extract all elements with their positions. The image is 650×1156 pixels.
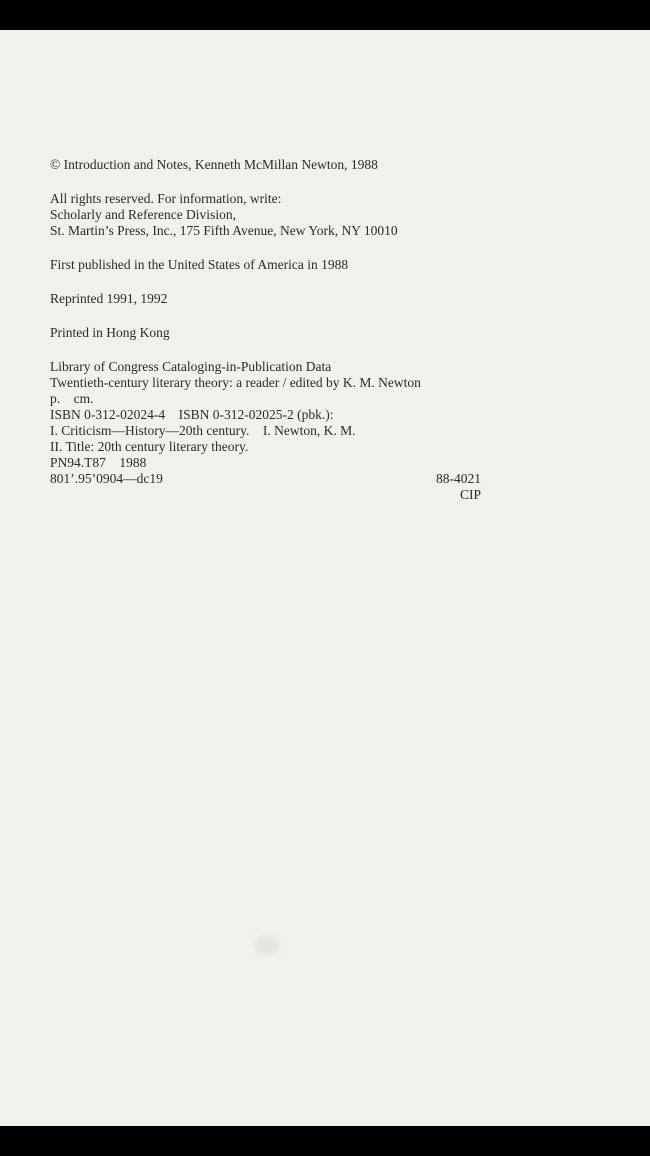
copyright-line: © Introduction and Notes, Kenneth McMillan Newton, 1988 (50, 157, 378, 172)
classification-number: 801’.95’0904—dc19 (50, 471, 163, 486)
cip-label-row (50, 487, 488, 503)
first-published-line: First published in the United States of America in 1988 (50, 257, 349, 272)
rights-line: All rights reserved. For information, write: (50, 191, 282, 206)
cip-line: Library of Congress Cataloging-in-Publication Data (50, 359, 332, 374)
printed-block (50, 325, 490, 341)
cip-line: PN94.T87 1988 (50, 455, 147, 470)
rights-block (50, 191, 490, 239)
printed-line: Printed in Hong Kong (50, 325, 170, 340)
rights-line: St. Martin’s Press, Inc., 175 Fifth Avenue, New York, NY 10010 (50, 223, 398, 238)
reprinted-line: Reprinted 1991, 1992 (50, 291, 168, 306)
lccn-number: 88-4021 (436, 471, 481, 486)
cip-line: II. Title: 20th century literary theory. (50, 439, 249, 454)
copyright-notice (50, 157, 490, 173)
cip-line: Twentieth-century literary theory: a reader / edited by K. M. Newton (50, 375, 421, 390)
reprinted-block (50, 291, 490, 307)
cip-classification-row (50, 471, 488, 487)
cip-line: I. Criticism—History—20th century. I. Newton, K. M. (50, 423, 356, 438)
rights-line: Scholarly and Reference Division, (50, 207, 236, 222)
copyright-page-text (50, 157, 490, 521)
cip-line: ISBN 0-312-02024-4 ISBN 0-312-02025-2 (pbk.): (50, 407, 334, 422)
cip-label: CIP (460, 487, 482, 502)
cip-block (50, 359, 490, 503)
cip-line: p. cm. (50, 391, 94, 406)
first-published-block (50, 257, 490, 273)
page-smudge (255, 935, 279, 955)
